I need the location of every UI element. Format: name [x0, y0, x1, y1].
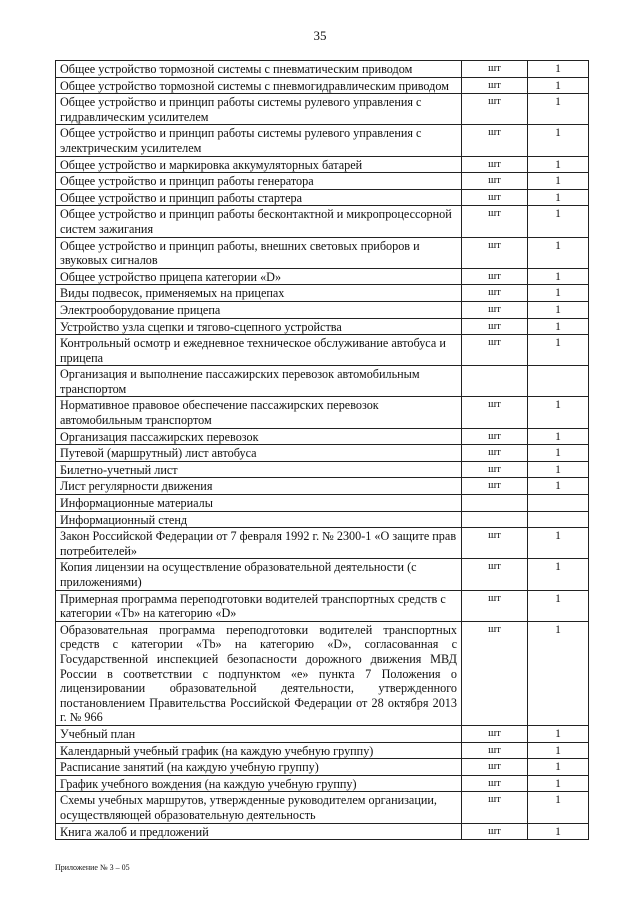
item-unit: шт: [462, 173, 528, 190]
table-row: [56, 94, 589, 125]
item-quantity: 1: [528, 94, 589, 125]
item-quantity: 1: [528, 397, 589, 428]
item-quantity: 1: [528, 125, 589, 156]
table-row: [56, 759, 589, 776]
item-name: Общее устройство и принцип работы бесконтактной и микропроцессорной систем зажигания: [56, 206, 462, 237]
item-quantity: [528, 366, 589, 397]
item-unit: шт: [462, 528, 528, 559]
item-name: Путевой (маршрутный) лист автобуса: [56, 445, 462, 462]
table-row: [56, 77, 589, 94]
item-name: Книга жалоб и предложений: [56, 823, 462, 840]
item-quantity: 1: [528, 61, 589, 78]
item-quantity: 1: [528, 237, 589, 268]
item-unit: шт: [462, 725, 528, 742]
item-unit: шт: [462, 301, 528, 318]
item-unit: шт: [462, 559, 528, 590]
item-name: Копия лицензии на осуществление образовательной деятельности (с приложениями): [56, 559, 462, 590]
table-row: [56, 125, 589, 156]
equipment-table: [55, 60, 589, 840]
item-name: График учебного вождения (на каждую учебную группу): [56, 775, 462, 792]
item-name: Электрооборудование прицепа: [56, 301, 462, 318]
item-quantity: 1: [528, 318, 589, 335]
item-quantity: 1: [528, 77, 589, 94]
table-row: [56, 742, 589, 759]
table-row: [56, 206, 589, 237]
item-name: Организация пассажирских перевозок: [56, 428, 462, 445]
item-name: Нормативное правовое обеспечение пассажирских перевозок автомобильным транспортом: [56, 397, 462, 428]
item-unit: шт: [462, 125, 528, 156]
item-unit: шт: [462, 428, 528, 445]
table-row: [56, 461, 589, 478]
item-quantity: 1: [528, 759, 589, 776]
item-name: Календарный учебный график (на каждую учебную группу): [56, 742, 462, 759]
item-quantity: 1: [528, 156, 589, 173]
item-quantity: 1: [528, 742, 589, 759]
table-row: [56, 366, 589, 397]
item-quantity: 1: [528, 461, 589, 478]
item-name: Виды подвесок, применяемых на прицепах: [56, 285, 462, 302]
item-quantity: 1: [528, 621, 589, 725]
item-name: Общее устройство и принцип работы стартера: [56, 189, 462, 206]
item-quantity: 1: [528, 792, 589, 823]
item-name: Учебный план: [56, 725, 462, 742]
item-quantity: 1: [528, 445, 589, 462]
table-row: [56, 792, 589, 823]
page-number: 35: [313, 28, 327, 43]
item-name: Билетно-учетный лист: [56, 461, 462, 478]
table-row: [56, 268, 589, 285]
item-name: Общее устройство и принцип работы генератора: [56, 173, 462, 190]
item-quantity: 1: [528, 559, 589, 590]
item-quantity: 1: [528, 268, 589, 285]
item-quantity: 1: [528, 823, 589, 840]
item-unit: [462, 366, 528, 397]
item-quantity: 1: [528, 775, 589, 792]
item-unit: шт: [462, 156, 528, 173]
table-body: [56, 61, 589, 840]
table-row: [56, 511, 589, 528]
table-row: [56, 823, 589, 840]
item-unit: шт: [462, 268, 528, 285]
item-name: Общее устройство и принцип работы, внешних световых приборов и звуковых сигналов: [56, 237, 462, 268]
item-unit: шт: [462, 823, 528, 840]
item-name: Лист регулярности движения: [56, 478, 462, 495]
item-quantity: 1: [528, 528, 589, 559]
item-unit: [462, 511, 528, 528]
table-row: [56, 428, 589, 445]
table-row: [56, 335, 589, 366]
item-unit: шт: [462, 77, 528, 94]
item-name: Организация и выполнение пассажирских перевозок автомобильным транспортом: [56, 366, 462, 397]
item-name: Общее устройство тормозной системы с пневмогидравлическим приводом: [56, 77, 462, 94]
table-row: [56, 445, 589, 462]
table-row: [56, 397, 589, 428]
item-name: Общее устройство и маркировка аккумуляторных батарей: [56, 156, 462, 173]
item-unit: шт: [462, 461, 528, 478]
table-row: [56, 285, 589, 302]
item-unit: шт: [462, 590, 528, 621]
table-row: [56, 495, 589, 512]
table-row: [56, 621, 589, 725]
table-row: [56, 301, 589, 318]
table-row: [56, 528, 589, 559]
item-quantity: 1: [528, 725, 589, 742]
item-name: Общее устройство прицепа категории «D»: [56, 268, 462, 285]
item-name: Общее устройство тормозной системы с пневматическим приводом: [56, 61, 462, 78]
item-quantity: 1: [528, 206, 589, 237]
item-unit: шт: [462, 318, 528, 335]
table-row: [56, 156, 589, 173]
item-unit: шт: [462, 335, 528, 366]
item-unit: шт: [462, 742, 528, 759]
item-unit: шт: [462, 478, 528, 495]
item-name: Закон Российской Федерации от 7 февраля 1992 г. № 2300-1 «О защите прав потребителей»: [56, 528, 462, 559]
table-row: [56, 478, 589, 495]
table-row: [56, 173, 589, 190]
item-quantity: 1: [528, 173, 589, 190]
table-row: [56, 318, 589, 335]
table-row: [56, 559, 589, 590]
item-name: Устройство узла сцепки и тягово-сцепного устройства: [56, 318, 462, 335]
item-quantity: 1: [528, 285, 589, 302]
item-quantity: 1: [528, 301, 589, 318]
item-quantity: 1: [528, 478, 589, 495]
item-name: Контрольный осмотр и ежедневное техническое обслуживание автобуса и прицепа: [56, 335, 462, 366]
item-name: Схемы учебных маршрутов, утвержденные руководителем организации, осуществляющей образовательную деятельность: [56, 792, 462, 823]
item-unit: шт: [462, 285, 528, 302]
table-row: [56, 61, 589, 78]
item-unit: шт: [462, 621, 528, 725]
item-unit: шт: [462, 206, 528, 237]
item-quantity: 1: [528, 428, 589, 445]
item-quantity: 1: [528, 335, 589, 366]
table-row: [56, 725, 589, 742]
table-row: [56, 189, 589, 206]
item-unit: шт: [462, 237, 528, 268]
item-unit: шт: [462, 759, 528, 776]
item-unit: шт: [462, 94, 528, 125]
item-unit: шт: [462, 61, 528, 78]
item-unit: шт: [462, 397, 528, 428]
item-quantity: 1: [528, 590, 589, 621]
item-quantity: [528, 511, 589, 528]
item-unit: шт: [462, 792, 528, 823]
table-row: [56, 590, 589, 621]
table-row: [56, 775, 589, 792]
footer-note: Приложение № 3 – 05: [55, 863, 130, 872]
item-quantity: [528, 495, 589, 512]
item-name: Информационные материалы: [56, 495, 462, 512]
item-name: Информационный стенд: [56, 511, 462, 528]
item-unit: шт: [462, 445, 528, 462]
item-name: Общее устройство и принцип работы системы рулевого управления с гидравлическим усилителем: [56, 94, 462, 125]
item-name: Образовательная программа переподготовки водителей транспортных средств с категории «Tb» на категорию «D», согласованная с Государственной инспекцией безопасности дорожного движения МВД России в соответствии с подпунктом «е» пункта 7 Положения о лицензировании образовательной деятельности, утвержденного постановлением Правительства Российской Федерации от 28 октября 2013 г. № 966: [56, 621, 462, 725]
item-unit: [462, 495, 528, 512]
item-unit: шт: [462, 775, 528, 792]
item-quantity: 1: [528, 189, 589, 206]
item-name: Примерная программа переподготовки водителей транспортных средств с категории «Tb» на категорию «D»: [56, 590, 462, 621]
item-name: Расписание занятий (на каждую учебную группу): [56, 759, 462, 776]
table-row: [56, 237, 589, 268]
item-name: Общее устройство и принцип работы системы рулевого управления с электрическим усилителем: [56, 125, 462, 156]
item-unit: шт: [462, 189, 528, 206]
